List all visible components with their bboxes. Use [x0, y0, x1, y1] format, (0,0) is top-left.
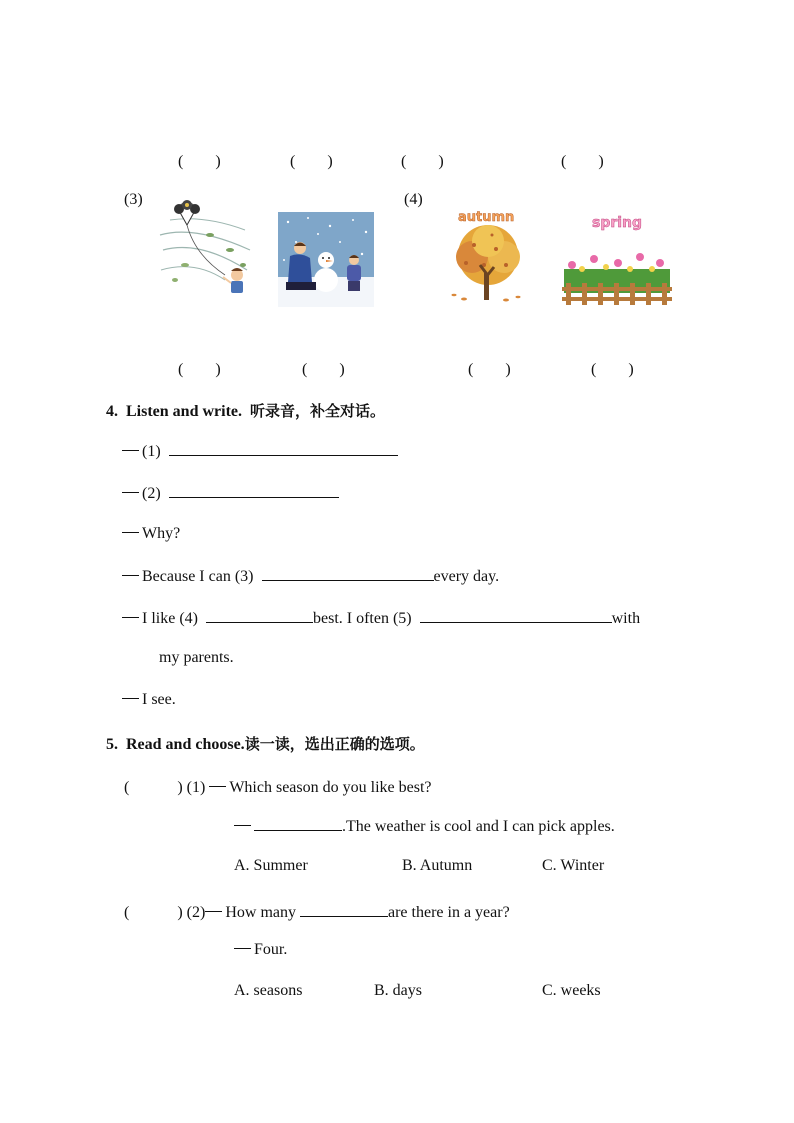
dash-icon	[205, 911, 222, 912]
q4-blank-2-label: (2)	[142, 485, 161, 502]
q4-line5-text: I like (4)	[142, 610, 198, 627]
answer-bracket-7[interactable]: ( )	[468, 361, 511, 378]
q4-line-5	[122, 608, 640, 628]
q4-title-cn: 听录音，补全对话。	[250, 402, 386, 420]
q5-item-2-option-b[interactable]: B. days	[374, 982, 422, 999]
answer-bracket-3[interactable]: ( )	[401, 153, 444, 170]
q5-title-cn: 读一读，选出正确的选项。	[244, 735, 425, 753]
q4-blank-3[interactable]	[262, 566, 434, 581]
q4-number: 4.	[106, 403, 118, 420]
dash-icon	[122, 450, 139, 451]
q4-blank-4[interactable]	[206, 608, 313, 623]
q5-item-1-answer	[234, 816, 615, 836]
q4-line-1	[122, 441, 398, 461]
q4-line5-mid: best. I often (5)	[312, 610, 412, 627]
q5-item-2-answer	[234, 941, 287, 959]
dash-icon	[122, 617, 139, 618]
dash-icon	[234, 825, 251, 826]
q4-line-6	[122, 691, 176, 709]
q5-item-1-option-b[interactable]: B. Autumn	[402, 857, 473, 874]
q4-blank-1[interactable]	[169, 441, 398, 456]
q4-i-see-text: I see.	[142, 691, 176, 708]
q5-item-2-answer-text: Four.	[254, 941, 288, 958]
q4-blank-5[interactable]	[420, 608, 612, 623]
q4-blank-2[interactable]	[169, 483, 339, 498]
q5-item-1-number: (1)	[186, 779, 206, 796]
q4-heading	[106, 400, 385, 421]
dash-icon	[122, 532, 139, 533]
q5-item-1-blank[interactable]	[254, 816, 342, 831]
q4-line4-text: Because I can (3)	[142, 568, 254, 585]
q4-line-2	[122, 483, 339, 503]
dash-icon	[209, 786, 226, 787]
q5-item-1-option-c[interactable]: C. Winter	[542, 857, 605, 874]
q5-item-1-bracket[interactable]: ( )	[124, 779, 183, 796]
picture-group-label-4: (4)	[404, 191, 423, 208]
q5-item-2-text-a: How many	[225, 904, 296, 921]
answer-bracket-5[interactable]: ( )	[178, 361, 221, 378]
q5-item-2-blank[interactable]	[300, 902, 388, 917]
windy-kite-picture	[155, 195, 255, 300]
dash-icon	[122, 492, 139, 493]
q5-item-2-bracket[interactable]: ( )	[124, 904, 183, 921]
q4-line4-tail: every day.	[433, 568, 500, 585]
dash-icon	[122, 575, 139, 576]
answer-bracket-4[interactable]: ( )	[561, 153, 604, 170]
q4-why-text: Why?	[142, 525, 181, 542]
q5-title-en: Read and choose.	[126, 736, 245, 753]
spring-word: spring	[592, 215, 643, 231]
dash-icon	[122, 698, 139, 699]
answer-bracket-6[interactable]: ( )	[302, 361, 345, 378]
q5-item-1-question	[124, 774, 432, 797]
autumn-word: autumn	[458, 210, 515, 225]
q5-item-2-number: (2)	[186, 904, 206, 921]
autumn-tree-picture	[444, 205, 532, 305]
q5-heading	[106, 733, 425, 754]
q4-title-en: Listen and write.	[126, 403, 242, 420]
q5-item-2-question	[124, 899, 510, 922]
q5-item-1-answer-text: .The weather is cool and I can pick apples.	[342, 818, 615, 835]
dash-icon	[234, 948, 251, 949]
q4-line-5-continued: my parents.	[159, 649, 234, 666]
q4-line5-tail: with	[611, 610, 641, 627]
q5-item-1-text: Which season do you like best?	[229, 779, 432, 796]
winter-snowman-picture	[278, 212, 374, 307]
answer-bracket-1[interactable]: ( )	[178, 153, 221, 170]
q4-line-3	[122, 525, 180, 543]
q5-item-2-option-c[interactable]: C. weeks	[542, 982, 601, 999]
q4-blank-1-label: (1)	[142, 443, 161, 460]
answer-bracket-2[interactable]: ( )	[290, 153, 333, 170]
q5-item-1-option-a[interactable]: A. Summer	[234, 857, 308, 874]
q5-item-2-text-b: are there in a year?	[387, 904, 510, 921]
answer-bracket-8[interactable]: ( )	[591, 361, 634, 378]
q5-item-2-option-a[interactable]: A. seasons	[234, 982, 303, 999]
spring-flowers-picture	[560, 207, 674, 307]
q5-number: 5.	[106, 736, 118, 753]
q4-line-4	[122, 566, 499, 586]
picture-group-label-3: (3)	[124, 191, 143, 208]
